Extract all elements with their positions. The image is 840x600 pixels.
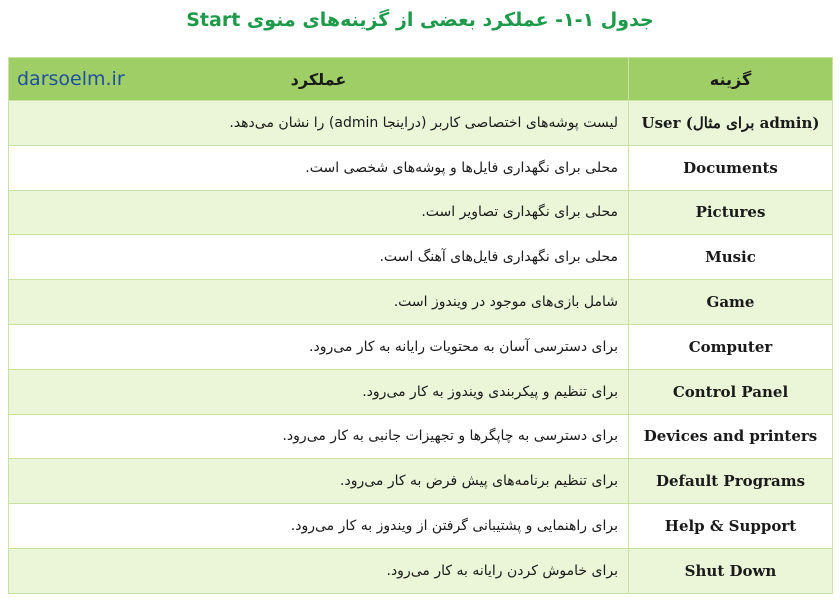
table-row bbox=[9, 190, 833, 235]
table-header-row bbox=[9, 58, 833, 101]
option-cell: Control Panel bbox=[629, 369, 833, 414]
header-option-cell bbox=[629, 58, 833, 101]
table-row bbox=[9, 504, 833, 549]
option-cell: Pictures bbox=[629, 190, 833, 235]
table-row bbox=[9, 548, 833, 593]
function-cell: محلی برای نگهداری تصاویر است. bbox=[9, 190, 629, 235]
function-cell: لیست پوشه‌های اختصاصی کاربر (دراینجا admin) را نشان می‌دهد. bbox=[9, 101, 629, 146]
function-cell: شامل بازی‌های موجود در ویندوز است. bbox=[9, 280, 629, 325]
function-cell: برای تنظیم و پیکربندی ویندوز به کار می‌رود. bbox=[9, 369, 629, 414]
function-cell: برای دسترسی آسان به محتویات رایانه به کار می‌رود. bbox=[9, 324, 629, 369]
option-cell: Game bbox=[629, 280, 833, 325]
function-cell: محلی برای نگهداری فایل‌های آهنگ است. bbox=[9, 235, 629, 280]
table-row bbox=[9, 145, 833, 190]
table-row bbox=[9, 101, 833, 146]
start-menu-options-table bbox=[8, 57, 833, 594]
function-cell: برای تنظیم برنامه‌های پیش فرض به کار می‌رود. bbox=[9, 459, 629, 504]
function-cell: برای راهنمایی و پشتیبانی گرفتن از ویندوز به کار می‌رود. bbox=[9, 504, 629, 549]
option-cell: Default Programs bbox=[629, 459, 833, 504]
table-row bbox=[9, 414, 833, 459]
table-row bbox=[9, 369, 833, 414]
header-option-label: گزینه bbox=[709, 69, 752, 89]
function-cell: برای خاموش کردن رایانه به کار می‌رود. bbox=[9, 548, 629, 593]
options-table-container bbox=[8, 57, 832, 594]
option-cell: Documents bbox=[629, 145, 833, 190]
header-function-label: عملکرد bbox=[290, 69, 347, 89]
table-row bbox=[9, 280, 833, 325]
table-row bbox=[9, 235, 833, 280]
function-cell: محلی برای نگهداری فایل‌ها و پوشه‌های شخصی است. bbox=[9, 145, 629, 190]
option-cell: User (برای مثال admin) bbox=[629, 101, 833, 146]
watermark-text: darsoelm.ir bbox=[17, 68, 125, 90]
header-function-cell bbox=[9, 58, 629, 101]
table-body bbox=[9, 101, 833, 594]
function-cell: برای دسترسی به چاپگرها و تجهیزات جانبی به کار می‌رود. bbox=[9, 414, 629, 459]
option-cell: Music bbox=[629, 235, 833, 280]
option-cell: Help & Support bbox=[629, 504, 833, 549]
table-row bbox=[9, 324, 833, 369]
table-caption: جدول ۱-۱- عملکرد بعضی از گزینه‌های منوی Start bbox=[186, 9, 654, 31]
option-cell: Computer bbox=[629, 324, 833, 369]
option-cell: Shut Down bbox=[629, 548, 833, 593]
option-cell: Devices and printers bbox=[629, 414, 833, 459]
table-row bbox=[9, 459, 833, 504]
